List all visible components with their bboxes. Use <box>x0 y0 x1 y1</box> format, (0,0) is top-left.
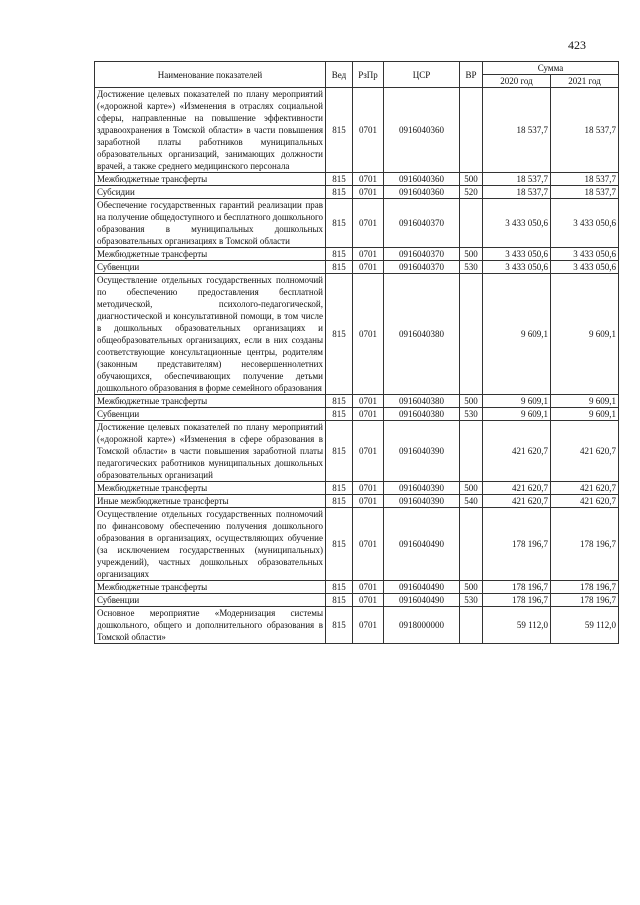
row-vr <box>460 88 483 173</box>
row-sum-2020: 178 196,7 <box>483 508 551 581</box>
table-row <box>95 248 619 261</box>
table-row <box>95 495 619 508</box>
row-name: Межбюджетные трансферты <box>95 581 326 594</box>
row-rzpr: 0701 <box>353 495 384 508</box>
row-name: Субвенции <box>95 594 326 607</box>
row-sum-2020: 3 433 050,6 <box>483 248 551 261</box>
table-row <box>95 482 619 495</box>
row-sum-2020: 59 112,0 <box>483 607 551 644</box>
row-ved: 815 <box>326 482 353 495</box>
row-ved: 815 <box>326 594 353 607</box>
row-rzpr: 0701 <box>353 607 384 644</box>
row-sum-2021: 9 609,1 <box>551 274 619 395</box>
row-rzpr: 0701 <box>353 88 384 173</box>
row-name: Обеспечение государственных гарантий реализации прав на получение общедоступного и бесплатного дошкольного образования в муниципальных дошкольных образовательных организациях в Томской области <box>95 199 326 248</box>
row-sum-2021: 421 620,7 <box>551 482 619 495</box>
row-sum-2020: 18 537,7 <box>483 186 551 199</box>
row-rzpr: 0701 <box>353 482 384 495</box>
row-name: Иные межбюджетные трансферты <box>95 495 326 508</box>
row-ved: 815 <box>326 508 353 581</box>
row-ved: 815 <box>326 495 353 508</box>
row-ved: 815 <box>326 248 353 261</box>
row-rzpr: 0701 <box>353 594 384 607</box>
row-csr: 0916040370 <box>384 199 460 248</box>
row-rzpr: 0701 <box>353 421 384 482</box>
row-vr: 500 <box>460 173 483 186</box>
table-row <box>95 581 619 594</box>
row-csr: 0916040360 <box>384 173 460 186</box>
row-csr: 0916040370 <box>384 261 460 274</box>
row-name: Осуществление отдельных государственных полномочий по обеспечению предоставления бесплатной методической, психолого-педагогической, диагностической и консультативной помощи, в том числе в дошкольных образовательных организациях и общеобразовательных организациях, если в них созданы соответствующие консультационные центры, родителям (законным представителям) несовершеннолетних обучающихся, обеспечивающих получение детьми дошкольного образования в форме семейного образования <box>95 274 326 395</box>
row-sum-2020: 18 537,7 <box>483 88 551 173</box>
row-sum-2020: 421 620,7 <box>483 495 551 508</box>
row-vr: 500 <box>460 581 483 594</box>
table-row <box>95 408 619 421</box>
table-row <box>95 508 619 581</box>
row-name: Межбюджетные трансферты <box>95 395 326 408</box>
row-ved: 815 <box>326 261 353 274</box>
row-rzpr: 0701 <box>353 173 384 186</box>
row-ved: 815 <box>326 607 353 644</box>
row-sum-2021: 178 196,7 <box>551 508 619 581</box>
row-sum-2020: 18 537,7 <box>483 173 551 186</box>
row-sum-2020: 3 433 050,6 <box>483 199 551 248</box>
table-row <box>95 186 619 199</box>
row-ved: 815 <box>326 88 353 173</box>
row-vr: 520 <box>460 186 483 199</box>
row-csr: 0916040490 <box>384 508 460 581</box>
row-sum-2021: 9 609,1 <box>551 395 619 408</box>
row-rzpr: 0701 <box>353 274 384 395</box>
row-csr: 0916040490 <box>384 581 460 594</box>
row-rzpr: 0701 <box>353 186 384 199</box>
row-sum-2020: 421 620,7 <box>483 421 551 482</box>
row-vr: 530 <box>460 261 483 274</box>
row-sum-2021: 3 433 050,6 <box>551 261 619 274</box>
row-sum-2021: 3 433 050,6 <box>551 248 619 261</box>
header-year-2020: 2020 год <box>483 75 551 88</box>
row-ved: 815 <box>326 173 353 186</box>
table-header <box>95 62 619 88</box>
row-sum-2020: 178 196,7 <box>483 594 551 607</box>
row-name: Субсидии <box>95 186 326 199</box>
row-csr: 0916040390 <box>384 421 460 482</box>
row-sum-2020: 3 433 050,6 <box>483 261 551 274</box>
row-csr: 0916040360 <box>384 88 460 173</box>
row-sum-2021: 178 196,7 <box>551 581 619 594</box>
row-ved: 815 <box>326 199 353 248</box>
row-vr: 540 <box>460 495 483 508</box>
row-vr: 500 <box>460 395 483 408</box>
row-name: Субвенции <box>95 408 326 421</box>
row-rzpr: 0701 <box>353 408 384 421</box>
row-sum-2020: 421 620,7 <box>483 482 551 495</box>
row-name: Межбюджетные трансферты <box>95 248 326 261</box>
row-csr: 0916040360 <box>384 186 460 199</box>
row-name: Основное мероприятие «Модернизация системы дошкольного, общего и дополнительного образования в Томской области» <box>95 607 326 644</box>
header-csr: ЦСР <box>384 62 460 88</box>
row-sum-2021: 59 112,0 <box>551 607 619 644</box>
header-year-2021: 2021 год <box>551 75 619 88</box>
header-name: Наименование показателей <box>95 62 326 88</box>
row-sum-2020: 178 196,7 <box>483 581 551 594</box>
row-rzpr: 0701 <box>353 261 384 274</box>
row-ved: 815 <box>326 186 353 199</box>
row-sum-2020: 9 609,1 <box>483 395 551 408</box>
header-rzpr: РзПр <box>353 62 384 88</box>
row-sum-2021: 178 196,7 <box>551 594 619 607</box>
table-row <box>95 261 619 274</box>
row-ved: 815 <box>326 581 353 594</box>
row-rzpr: 0701 <box>353 395 384 408</box>
row-vr: 530 <box>460 594 483 607</box>
row-csr: 0916040380 <box>384 395 460 408</box>
header-ved: Вед <box>326 62 353 88</box>
row-sum-2021: 421 620,7 <box>551 421 619 482</box>
budget-table <box>94 61 619 644</box>
row-name: Межбюджетные трансферты <box>95 482 326 495</box>
header-vr: ВР <box>460 62 483 88</box>
row-sum-2021: 18 537,7 <box>551 173 619 186</box>
table-row <box>95 274 619 395</box>
row-vr: 500 <box>460 482 483 495</box>
row-sum-2020: 9 609,1 <box>483 408 551 421</box>
row-ved: 815 <box>326 274 353 395</box>
row-vr <box>460 508 483 581</box>
row-csr: 0916040490 <box>384 594 460 607</box>
row-vr <box>460 199 483 248</box>
table-row <box>95 199 619 248</box>
row-sum-2021: 18 537,7 <box>551 186 619 199</box>
row-csr: 0918000000 <box>384 607 460 644</box>
table-row <box>95 395 619 408</box>
row-sum-2021: 9 609,1 <box>551 408 619 421</box>
row-name: Осуществление отдельных государственных полномочий по финансовому обеспечению получения дошкольного образования в организациях, осуществляющих обучение (за исключением государственных (муниципальных) учреждений), частных дошкольных образовательных организациях <box>95 508 326 581</box>
row-csr: 0916040390 <box>384 482 460 495</box>
table-row <box>95 173 619 186</box>
row-sum-2021: 421 620,7 <box>551 495 619 508</box>
row-name: Достижение целевых показателей по плану мероприятий («дорожной карте») «Изменения в сфере образования в Томской области» в части повышения заработной платы педагогических работников муниципальных дошкольных образовательных организаций <box>95 421 326 482</box>
row-sum-2021: 18 537,7 <box>551 88 619 173</box>
table-row <box>95 421 619 482</box>
row-ved: 815 <box>326 421 353 482</box>
row-vr <box>460 607 483 644</box>
row-csr: 0916040380 <box>384 274 460 395</box>
row-vr: 500 <box>460 248 483 261</box>
table-row <box>95 88 619 173</box>
row-vr <box>460 274 483 395</box>
page-number: 423 <box>568 38 586 52</box>
row-rzpr: 0701 <box>353 248 384 261</box>
row-vr <box>460 421 483 482</box>
row-csr: 0916040370 <box>384 248 460 261</box>
row-rzpr: 0701 <box>353 508 384 581</box>
row-name: Достижение целевых показателей по плану мероприятий («дорожной карте») «Изменения в отраслях социальной сферы, направленные на повышение эффективности здравоохранения в Томской области» в части повышения заработной платы работников муниципальных образовательных организаций, занимающих должности врачей, а также среднего медицинского персонала <box>95 88 326 173</box>
table-body <box>95 88 619 644</box>
row-rzpr: 0701 <box>353 199 384 248</box>
row-name: Межбюджетные трансферты <box>95 173 326 186</box>
row-rzpr: 0701 <box>353 581 384 594</box>
row-name: Субвенции <box>95 261 326 274</box>
row-ved: 815 <box>326 395 353 408</box>
table-row <box>95 594 619 607</box>
row-ved: 815 <box>326 408 353 421</box>
row-csr: 0916040390 <box>384 495 460 508</box>
row-sum-2021: 3 433 050,6 <box>551 199 619 248</box>
row-sum-2020: 9 609,1 <box>483 274 551 395</box>
table-row <box>95 607 619 644</box>
row-vr: 530 <box>460 408 483 421</box>
header-sum: Сумма <box>483 62 619 75</box>
row-csr: 0916040380 <box>384 408 460 421</box>
